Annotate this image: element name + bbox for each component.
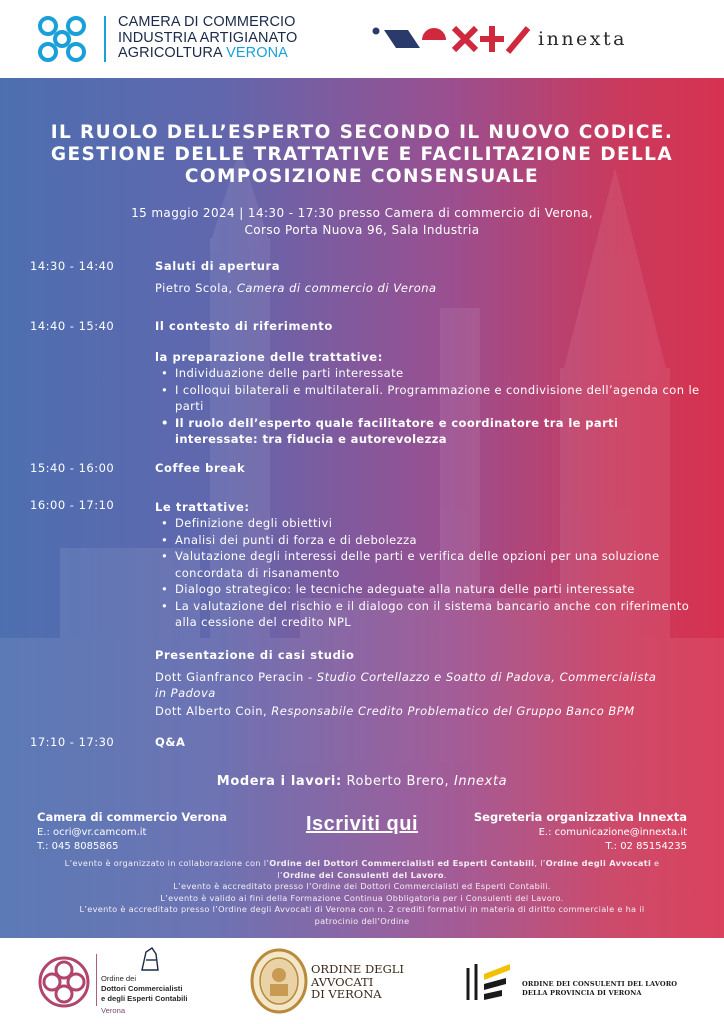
- speaker-name: Dott Gianfranco Peracin -: [155, 670, 313, 684]
- poster-content: [0, 78, 724, 938]
- speaker-organization: Studio Cortellazzo e Soatto di Padova, Commercialista: [316, 670, 657, 684]
- note-text: , l’: [534, 858, 546, 868]
- list-item: • Individuazione delle parti interessate: [161, 365, 701, 382]
- avv-line-2: AVVOCATI: [311, 974, 374, 989]
- session-5-title: Q&A: [155, 735, 186, 749]
- moderator-line: [0, 774, 724, 789]
- speaker-name: Pietro Scola,: [155, 281, 233, 295]
- list-item: • Analisi dei punti di forza e di debolezza: [161, 532, 701, 549]
- event-poster: [0, 78, 724, 938]
- event-date-location: [40, 205, 684, 239]
- session-2-bullets: [161, 365, 701, 448]
- note-text: L’evento è organizzato in collaborazione con l’: [64, 858, 270, 868]
- cc-line-1: CAMERA DI COMMERCIO: [118, 14, 296, 30]
- session-1-speaker: [155, 281, 437, 295]
- odcec-name: [101, 974, 188, 1016]
- note-2: L’evento è accreditato presso l’Ordine dei Dottori Commercialisti ed Esperti Contabili.: [173, 881, 551, 892]
- speaker-organization-cont: in Padova: [155, 686, 216, 700]
- contact-email[interactable]: E.: comunicazione@innexta.it: [538, 826, 687, 838]
- session-1-title: Saluti di apertura: [155, 259, 281, 273]
- list-item: • Definizione degli obiettivi: [161, 515, 701, 532]
- cc-line-2: INDUSTRIA ARTIGIANATO: [118, 29, 298, 46]
- odcec-logo-icon: [36, 954, 92, 1010]
- header: [0, 0, 724, 78]
- session-3-time: 15:40 - 16:00: [30, 461, 115, 475]
- camera-di-commercio-name: [118, 15, 297, 62]
- note-3: L’evento è valido ai fini della Formazione Continua Obbligatoria per i Consulenti del Lavoro.: [160, 892, 564, 903]
- contact-name: Camera di commercio Verona: [37, 810, 228, 824]
- speaker-organization: Responsabile Credito Problematico del Gruppo Banco BPM: [271, 704, 635, 718]
- avvocati-seal-icon: [250, 948, 308, 1014]
- cdl-line-2: DELLA PROVINCIA DI VERONA: [522, 989, 642, 997]
- case-studies-title: Presentazione di casi studio: [155, 648, 355, 662]
- title-line-3: COMPOSIZIONE CONSENSUALE: [184, 166, 540, 187]
- session-2-subtitle: la preparazione delle trattative:: [155, 350, 383, 364]
- list-item: • Il ruolo dell’esperto quale facilitatore e coordinatore tra le parti interessate: tra fiducia e autorevolezza: [161, 415, 701, 448]
- contact-phone: T.: 02 85154235: [605, 841, 687, 852]
- moderator-label: Modera i lavori:: [216, 774, 342, 789]
- note-1: [20, 858, 704, 870]
- note-4: L’evento è accreditato presso l’Ordine degli Avvocati di Verona con n. 2 crediti formativi in materia di diritto commerciale e ha il: [79, 904, 645, 915]
- session-2-time: 14:40 - 15:40: [30, 319, 115, 333]
- note-1-cont: [20, 870, 704, 882]
- camera-di-commercio-logo-icon: [34, 12, 90, 66]
- session-4-bullets: [161, 515, 701, 631]
- avvocati-name: [311, 963, 404, 1001]
- innexta-wordmark: innexta: [538, 28, 627, 50]
- note-text: l’: [277, 869, 283, 880]
- note-org: Ordine dei Consulenti del Lavoro: [282, 869, 444, 880]
- list-item: • Dialogo strategico: le tecniche adeguate alla natura delle parti interessate: [161, 581, 701, 598]
- case-study-speaker-2: [155, 704, 635, 718]
- contact-email[interactable]: E.: ocri@vr.camcom.it: [37, 826, 147, 838]
- case-study-speaker-1: [155, 670, 656, 684]
- consulenti-lavoro-name: [522, 980, 677, 998]
- date-line: 15 maggio 2024 | 14:30 - 17:30 presso Camera di commercio di Verona,: [131, 206, 593, 220]
- note-text: e: [651, 858, 660, 868]
- lion-emblem-icon: [138, 946, 162, 972]
- odcec-line-1: Ordine dei: [101, 974, 137, 983]
- cdl-line-1: ORDINE DEI CONSULENTI DEL LAVORO: [522, 980, 678, 988]
- header-divider: [104, 16, 106, 62]
- session-3-title: Coffee break: [155, 461, 246, 475]
- odcec-line-3: e degli Esperti Contabili: [101, 994, 188, 1003]
- note-text: .: [443, 869, 447, 880]
- title-line-2: GESTIONE DELLE TRATTATIVE E FACILITAZIONE DELLA: [50, 144, 674, 165]
- speaker-organization: Camera di commercio di Verona: [236, 281, 437, 295]
- session-4-time: 16:00 - 17:10: [30, 498, 115, 512]
- avv-line-1: ORDINE DEGLI: [311, 962, 404, 976]
- note-org: Ordine degli Avvocati: [545, 858, 652, 868]
- register-link[interactable]: Iscriviti qui: [305, 813, 419, 835]
- innexta-logo-icon: [372, 24, 530, 54]
- moderator-name: Roberto Brero,: [346, 774, 450, 789]
- accreditation-notes: [20, 858, 704, 928]
- location-line: Corso Porta Nuova 96, Sala Industria: [244, 223, 480, 237]
- speaker-name: Dott Alberto Coin,: [155, 704, 268, 718]
- note-org: Ordine dei Dottori Commercialisti ed Esperti Contabili: [269, 858, 535, 868]
- title-line-1: IL RUOLO DELL’ESPERTO SECONDO IL NUOVO CODICE.: [50, 122, 674, 143]
- odcec-divider: [96, 954, 97, 1006]
- consulenti-lavoro-logo-icon: [462, 960, 518, 1004]
- note-5: patrocinio dell’Ordine: [314, 915, 410, 926]
- cc-line-3: AGRICOLTURA: [118, 45, 222, 61]
- session-2-title: Il contesto di riferimento: [155, 319, 333, 333]
- list-item: • Valutazione degli interessi delle parti e verifica delle opzioni per una soluzione concordata di risanamento: [161, 548, 701, 581]
- session-5-time: 17:10 - 17:30: [30, 735, 115, 749]
- list-item: • La valutazione del rischio e il dialogo con il sistema bancario anche con riferimento alla cessione del credito NPL: [161, 598, 701, 631]
- footer-logos: [0, 938, 724, 1024]
- odcec-line-2: Dottori Commercialisti: [101, 984, 183, 993]
- contact-phone: T.: 045 8085865: [37, 841, 119, 852]
- session-1-time: 14:30 - 14:40: [30, 259, 115, 273]
- case-study-speaker-1-cont: [155, 686, 216, 700]
- cc-city: VERONA: [226, 45, 288, 61]
- session-4-title: Le trattative:: [155, 500, 250, 514]
- contact-innexta: [474, 810, 687, 855]
- list-item: • I colloqui bilaterali e multilaterali. Programmazione e condivisione dell’agenda con le parti: [161, 382, 701, 415]
- avv-line-3: DI VERONA: [311, 987, 382, 1001]
- contact-name: Segreteria organizzativa Innexta: [473, 810, 687, 824]
- event-title: [20, 122, 704, 188]
- odcec-city: Verona: [101, 1006, 126, 1015]
- moderator-organization: Innexta: [453, 774, 508, 789]
